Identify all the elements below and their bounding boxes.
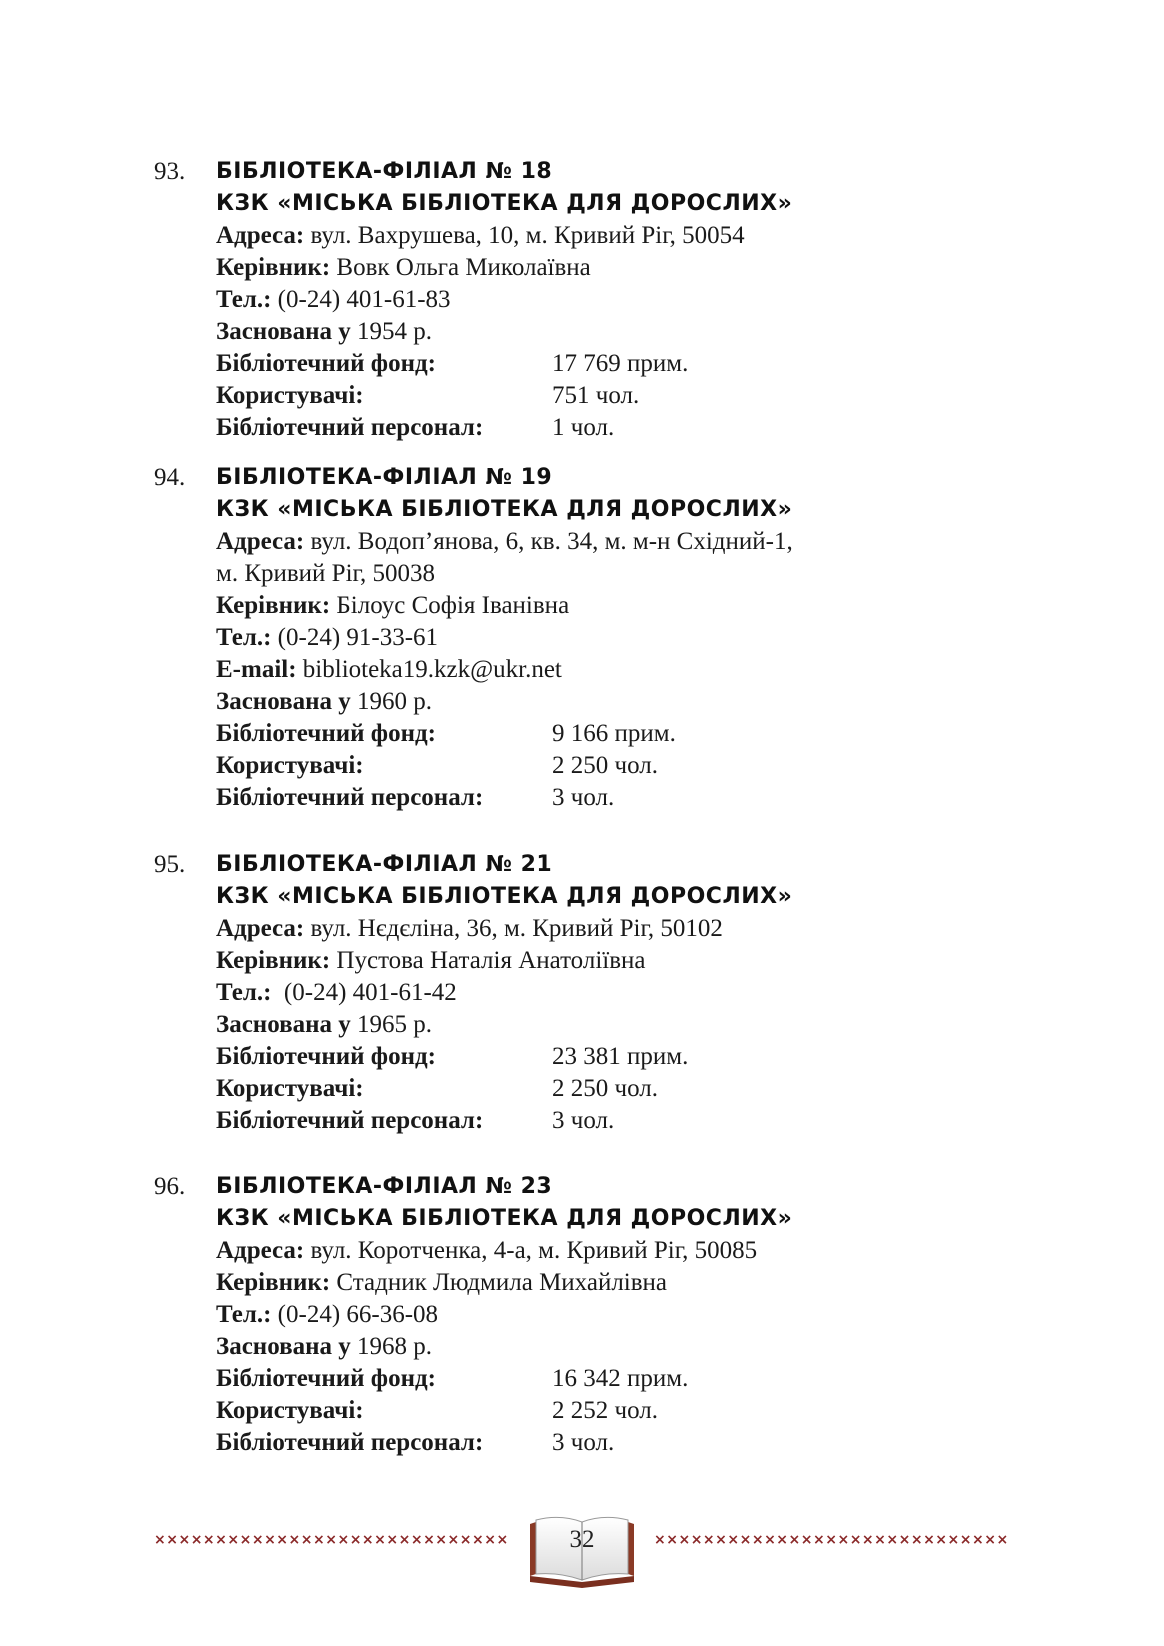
staff-label: Бібліотечний персонал: (216, 784, 484, 811)
fund-value: 23 381 прим. (552, 1043, 689, 1070)
address-value: вул. Водоп’янова, 6, кв. 34, м. м-н Східний-1, (304, 528, 793, 555)
entry-body (216, 849, 1036, 1137)
head-line (216, 252, 1036, 284)
fund-value: 17 769 прим. (552, 350, 689, 377)
phone-line (216, 977, 1036, 1009)
phone-value: (0-24) 401-61-42 (271, 979, 457, 1006)
address-label: Адреса: (216, 222, 305, 249)
address-label: Адреса: (216, 1237, 305, 1264)
address-line (216, 220, 1036, 252)
founded-label: Заснована у (216, 1333, 351, 1360)
footer-ornament-left: ××××××××××××××××××××××××××××× (154, 1532, 509, 1548)
fund-line (216, 1041, 1036, 1073)
staff-value: 3 чол. (552, 1107, 615, 1134)
entry-subtitle: КЗК «МІСЬКА БІБЛІОТЕКА ДЛЯ ДОРОСЛИХ» (216, 884, 793, 909)
head-value: Стадник Людмила Михайлівна (330, 1269, 668, 1296)
entry-number: 93. (154, 158, 186, 185)
address-line (216, 1235, 1036, 1267)
phone-line (216, 622, 1036, 654)
founded-label: Заснована у (216, 318, 351, 345)
fund-label: Бібліотечний фонд: (216, 1043, 436, 1070)
entry-title: БІБЛІОТЕКА-ФІЛІАЛ № 18 (216, 159, 553, 184)
founded-label: Заснована у (216, 1011, 351, 1038)
fund-label: Бібліотечний фонд: (216, 720, 436, 747)
email-value: biblioteka19.kzk@ukr.net (296, 656, 562, 683)
founded-line (216, 1331, 1036, 1363)
users-label: Користувачі: (216, 752, 364, 779)
head-line (216, 590, 1036, 622)
staff-line (216, 782, 1036, 814)
phone-value: (0-24) 401-61-83 (271, 286, 451, 313)
staff-label: Бібліотечний персонал: (216, 1429, 484, 1456)
entry-number: 96. (154, 1173, 186, 1200)
phone-label: Тел.: (216, 1301, 272, 1328)
address-line (216, 913, 1036, 945)
fund-line (216, 348, 1036, 380)
users-line (216, 750, 1036, 782)
founded-line (216, 316, 1036, 348)
founded-value: 1965 р. (350, 1011, 432, 1038)
staff-value: 3 чол. (552, 1429, 615, 1456)
page-footer (0, 1510, 1164, 1590)
phone-label: Тел.: (216, 624, 272, 651)
entry-body (216, 462, 1036, 814)
users-line (216, 1395, 1036, 1427)
fund-label: Бібліотечний фонд: (216, 350, 436, 377)
fund-value: 16 342 прим. (552, 1365, 689, 1392)
users-value: 2 250 чол. (552, 1075, 658, 1102)
fund-line (216, 1363, 1036, 1395)
users-label: Користувачі: (216, 1397, 364, 1424)
users-value: 751 чол. (552, 382, 640, 409)
head-label: Керівник: (216, 592, 331, 619)
phone-label: Тел.: (216, 286, 272, 313)
address-value: вул. Вахрушева, 10, м. Кривий Ріг, 50054 (304, 222, 745, 249)
head-value: Пустова Наталія Анатоліївна (330, 947, 646, 974)
entry-subtitle: КЗК «МІСЬКА БІБЛІОТЕКА ДЛЯ ДОРОСЛИХ» (216, 497, 793, 522)
entry-body (216, 156, 1036, 444)
phone-value: (0-24) 66-36-08 (271, 1301, 439, 1328)
entry-title: БІБЛІОТЕКА-ФІЛІАЛ № 23 (216, 1174, 553, 1199)
head-line (216, 945, 1036, 977)
address-label: Адреса: (216, 915, 305, 942)
phone-line (216, 284, 1036, 316)
entry-title: БІБЛІОТЕКА-ФІЛІАЛ № 19 (216, 465, 553, 490)
staff-value: 1 чол. (552, 414, 615, 441)
staff-label: Бібліотечний персонал: (216, 1107, 484, 1134)
users-line (216, 1073, 1036, 1105)
founded-label: Заснована у (216, 688, 351, 715)
staff-label: Бібліотечний персонал: (216, 414, 484, 441)
head-label: Керівник: (216, 254, 331, 281)
founded-line (216, 1009, 1036, 1041)
address-line-2: м. Кривий Ріг, 50038 (216, 560, 435, 587)
fund-value: 9 166 прим. (552, 720, 676, 747)
staff-value: 3 чол. (552, 784, 615, 811)
phone-value: (0-24) 91-33-61 (271, 624, 439, 651)
fund-label: Бібліотечний фонд: (216, 1365, 436, 1392)
users-line (216, 380, 1036, 412)
page-number: 32 (569, 1526, 595, 1553)
entry-title: БІБЛІОТЕКА-ФІЛІАЛ № 21 (216, 852, 553, 877)
entry-number: 94. (154, 464, 186, 491)
head-value: Білоус Софія Іванівна (330, 592, 570, 619)
address-line (216, 526, 1036, 558)
email-label: E-mail: (216, 656, 297, 683)
footer-ornament-right: ××××××××××××××××××××××××××××× (654, 1532, 1009, 1548)
entry-subtitle: КЗК «МІСЬКА БІБЛІОТЕКА ДЛЯ ДОРОСЛИХ» (216, 1206, 793, 1231)
address-value: вул. Нєдєліна, 36, м. Кривий Ріг, 50102 (304, 915, 723, 942)
staff-line (216, 1427, 1036, 1459)
staff-line (216, 412, 1036, 444)
head-line (216, 1267, 1036, 1299)
users-label: Користувачі: (216, 382, 364, 409)
phone-label: Тел.: (216, 979, 272, 1006)
address-value: вул. Коротченка, 4-а, м. Кривий Ріг, 50085 (304, 1237, 758, 1264)
founded-value: 1954 р. (350, 318, 432, 345)
phone-line (216, 1299, 1036, 1331)
founded-value: 1960 р. (350, 688, 432, 715)
fund-line (216, 718, 1036, 750)
entry-number: 95. (154, 851, 186, 878)
users-value: 2 252 чол. (552, 1397, 658, 1424)
entry-body (216, 1171, 1036, 1459)
head-value: Вовк Ольга Миколаївна (330, 254, 591, 281)
email-line (216, 654, 1036, 686)
head-label: Керівник: (216, 1269, 331, 1296)
entry-subtitle: КЗК «МІСЬКА БІБЛІОТЕКА ДЛЯ ДОРОСЛИХ» (216, 191, 793, 216)
staff-line (216, 1105, 1036, 1137)
users-label: Користувачі: (216, 1075, 364, 1102)
users-value: 2 250 чол. (552, 752, 658, 779)
address-label: Адреса: (216, 528, 305, 555)
founded-value: 1968 р. (350, 1333, 432, 1360)
founded-line (216, 686, 1036, 718)
head-label: Керівник: (216, 947, 331, 974)
